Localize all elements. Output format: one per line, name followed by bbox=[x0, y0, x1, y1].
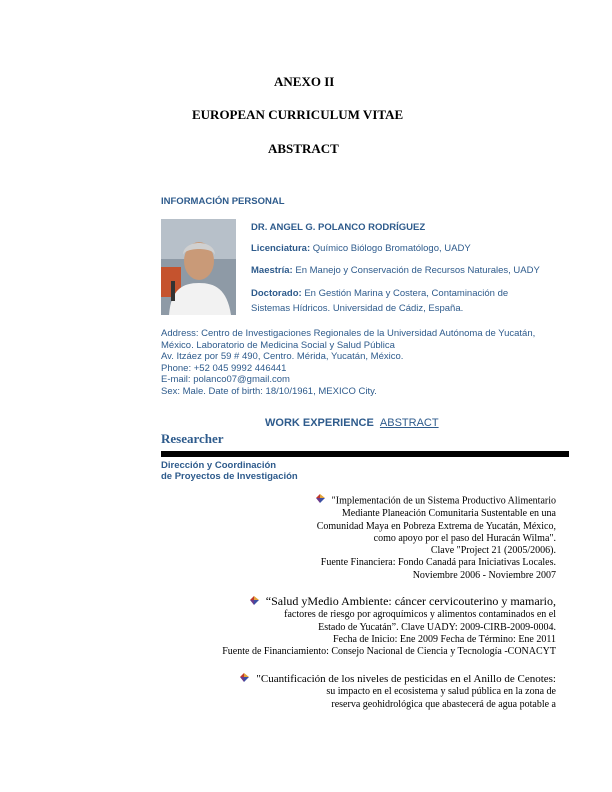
project-line: Fuente de Financiamiento: Consejo Nacional de Ciencia y Tecnología -CONACYT bbox=[222, 646, 556, 658]
project-line: Noviembre 2006 - Noviembre 2007 bbox=[412, 569, 556, 581]
project-line: su impacto en el ecosistema y salud pública en la zona de bbox=[326, 686, 556, 698]
degree-label: Maestría: bbox=[251, 265, 293, 276]
project-3 bbox=[239, 673, 556, 711]
degree-label: Doctorado: bbox=[251, 288, 302, 299]
work-experience-heading: WORK EXPERIENCE ABSTRACT bbox=[265, 417, 439, 429]
phone: Phone: +52 045 9992 446441 bbox=[161, 362, 287, 374]
degree-maestria bbox=[251, 265, 540, 276]
profile-photo bbox=[161, 219, 236, 315]
project-line: factores de riesgo por agroquímicos y alimentos contaminados en el bbox=[284, 609, 556, 621]
project-line: Fecha de Inicio: Ene 2009 Fecha de Término: Ene 2011 bbox=[333, 633, 556, 645]
degree-licenciatura bbox=[251, 243, 471, 254]
degree-doctorado bbox=[251, 288, 508, 299]
degree-doctorado-cont: Sistemas Hídricos. Universidad de Cádiz, España. bbox=[251, 303, 464, 314]
address-line: Av. Itzáez por 59 # 490, Centro. Mérida, Yucatán, México. bbox=[161, 351, 404, 363]
subsection-heading: Dirección y Coordinación de Proyectos de Investigación bbox=[161, 460, 298, 482]
degree-label: Licenciatura: bbox=[251, 243, 311, 254]
project-line: “Salud yMedio Ambiente: cáncer cervicouterino y mamario, bbox=[222, 594, 556, 609]
project-2 bbox=[222, 594, 556, 658]
degree-text: Químico Biólogo Bromatólogo, UADY bbox=[312, 243, 471, 254]
personal-info-heading: INFORMACIÓN PERSONAL bbox=[161, 196, 285, 207]
project-line: "Cuantificación de los niveles de pesticidas en el Anillo de Cenotes: bbox=[239, 673, 556, 686]
bullet-icon bbox=[239, 673, 250, 686]
role-title: Researcher bbox=[161, 431, 224, 446]
project-line: Fuente Financiera: Fondo Canadá para Iniciativas Locales. bbox=[320, 557, 556, 569]
project-line: Estado de Yucatán”. Clave UADY: 2009-CIRB-2009-0004. bbox=[318, 621, 556, 633]
degree-text: En Manejo y Conservación de Recursos Naturales, UADY bbox=[295, 265, 540, 276]
section-divider bbox=[161, 451, 569, 457]
sex-dob: Sex: Male. Date of birth: 18/10/1961, MEXICO City. bbox=[161, 385, 377, 397]
project-line: Clave "Project 21 (2005/2006). bbox=[430, 545, 556, 557]
bullet-icon bbox=[249, 595, 260, 609]
abstract-link[interactable]: ABSTRACT bbox=[379, 417, 439, 429]
email: E-mail: polanco07@gmail.com bbox=[161, 374, 290, 386]
project-line: "Implementación de un Sistema Productivo Alimentario bbox=[315, 494, 556, 508]
address-line: México. Laboratorio de Medicina Social y Salud Pública bbox=[161, 339, 395, 351]
address-block bbox=[161, 328, 535, 398]
abstract-title: ABSTRACT bbox=[268, 141, 339, 156]
degree-text: En Gestión Marina y Costera, Contaminación de bbox=[304, 288, 509, 299]
person-name: DR. ANGEL G. POLANCO RODRÍGUEZ bbox=[251, 222, 426, 233]
project-line: Comunidad Maya en Pobreza Extrema de Yucatán, México, bbox=[316, 520, 556, 532]
bullet-icon bbox=[315, 494, 326, 508]
cv-title: EUROPEAN CURRICULUM VITAE bbox=[192, 107, 404, 122]
project-1 bbox=[315, 494, 556, 582]
annex-title: ANEXO II bbox=[274, 74, 335, 89]
project-line: como apoyo por el paso del Huracán Wilma". bbox=[373, 532, 556, 544]
project-line: reserva geohidrológica que abastecerá de agua potable a bbox=[331, 698, 556, 710]
address-line: Address: Centro de Investigaciones Regionales de la Universidad Autónoma de Yucatán, bbox=[161, 328, 536, 339]
project-line: Mediante Planeación Comunitaria Sustentable en una bbox=[341, 508, 556, 520]
